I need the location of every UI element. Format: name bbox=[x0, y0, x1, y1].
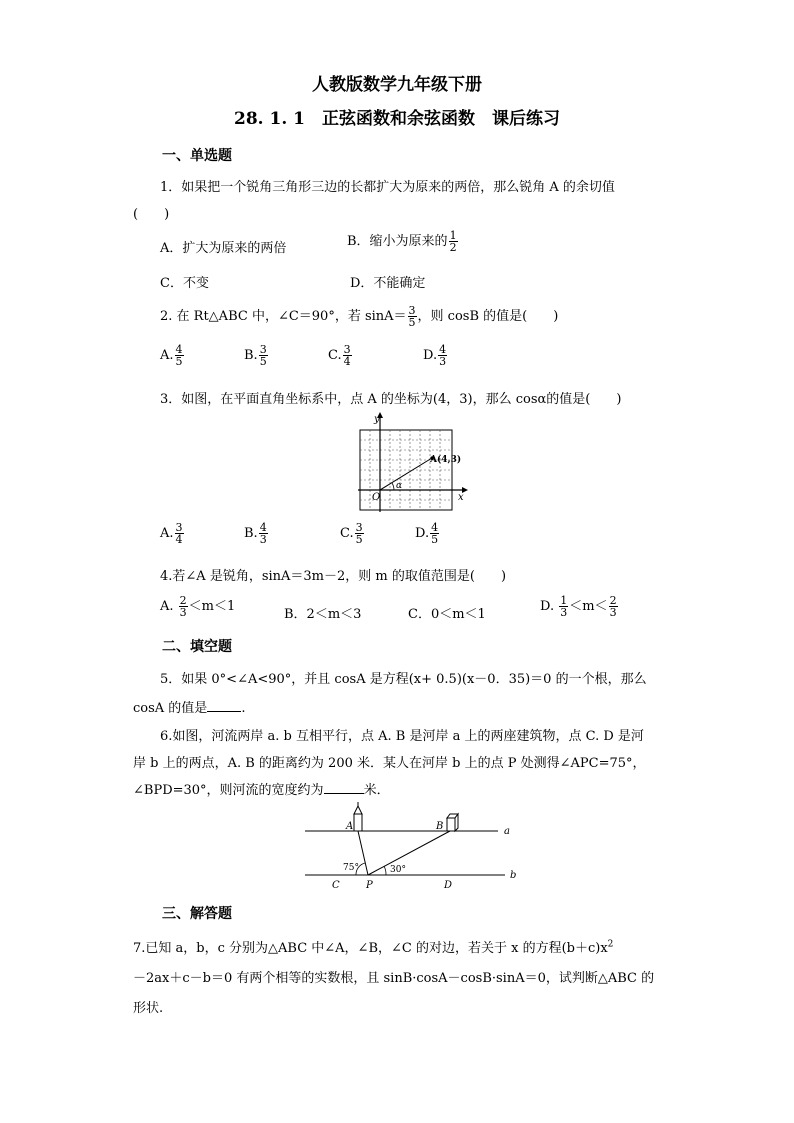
question-4-option-c: C．0＜m＜1 bbox=[408, 607, 486, 622]
question-5-line-1: 5．如果 0°<∠A<90°，并且 cosA 是方程(x+ 0.5)(x－0．35)＝0 的一个根，那么 bbox=[160, 672, 647, 687]
question-7-line-3: 形状. bbox=[133, 1001, 164, 1016]
question-3-option-d: D. $\frac{4}{5}$ bbox=[415, 521, 439, 546]
question-1-option-a: A．扩大为原来的两倍 bbox=[160, 241, 287, 256]
question-6-line-2: 岸 b 上的两点，A. B 的距离约为 200 米．某人在河岸 b 上的点 P 处测得∠APC=75°， bbox=[133, 756, 646, 771]
question-4-option-a: A. $\frac{2}{3}$ ＜m＜1 bbox=[160, 594, 236, 619]
figure-y-label: y bbox=[374, 414, 380, 425]
question-3-option-a: A. $\frac{3}{4}$ bbox=[160, 521, 183, 546]
figure-label-b-building: B bbox=[436, 821, 444, 832]
question-5-answer-blank[interactable] bbox=[207, 699, 241, 712]
figure-label-p: P bbox=[366, 880, 373, 891]
question-3-coordinate-figure bbox=[350, 410, 475, 515]
question-2-option-b: B. $\frac{3}{5}$ bbox=[244, 343, 267, 368]
section-heading-single-choice: 一、单选题 bbox=[162, 148, 232, 164]
figure-label-d: D bbox=[444, 880, 453, 891]
question-4-option-d: D. $\frac{1}{3}$ ＜m＜ $\frac{2}{3}$ bbox=[540, 594, 617, 619]
question-6-line-3: ∠BPD=30°，则河流的宽度约为 米． bbox=[133, 783, 390, 798]
question-2-option-c: C. $\frac{3}{4}$ bbox=[328, 343, 351, 368]
question-1-option-d: D．不能确定 bbox=[350, 276, 426, 291]
figure-origin-label: O bbox=[372, 492, 381, 503]
question-6-answer-blank[interactable] bbox=[324, 781, 364, 794]
question-2-text: 2. 在 Rt△ABC 中，∠C＝90°，若 sinA＝ $\frac{3}{5}$ ，则 cosB 的值是( ) bbox=[160, 304, 559, 329]
figure-label-a-building: A bbox=[346, 821, 354, 832]
figure-angle-75: 75° bbox=[343, 863, 359, 873]
figure-alpha-label: α bbox=[396, 481, 403, 491]
figure-label-bank-a: a bbox=[504, 826, 510, 837]
figure-label-c: C bbox=[332, 880, 340, 891]
question-4-option-b: B．2＜m＜3 bbox=[284, 607, 362, 622]
question-2-option-a: A. $\frac{4}{5}$ bbox=[160, 343, 183, 368]
figure-label-bank-b: b bbox=[510, 870, 517, 881]
question-1-text: 1．如果把一个锐角三角形三边的长都扩大为原来的两倍，那么锐角 A 的余切值 bbox=[160, 180, 615, 195]
figure-point-a-label: A(4,3) bbox=[430, 455, 462, 465]
question-7-line-2: －2ax＋c－b＝0 有两个相等的实数根，且 sinB·cosA－cosB·sinA＝0，试判断△ABC 的 bbox=[133, 971, 655, 986]
page-subtitle: 28. 1. 1 正弦函数和余弦函数 课后练习 bbox=[234, 109, 560, 129]
question-6-line-1: 6.如图，河流两岸 a. b 互相平行，点 A. B 是河岸 a 上的两座建筑物，点 C. D 是河 bbox=[160, 729, 644, 744]
section-heading-solution: 三、解答题 bbox=[162, 906, 232, 922]
question-1-option-b: B．缩小为原来的 $\frac{1}{2}$ bbox=[347, 229, 457, 254]
question-2-option-d: D. $\frac{4}{3}$ bbox=[423, 343, 447, 368]
question-6-river-figure bbox=[300, 800, 525, 892]
section-heading-fill-blank: 二、填空题 bbox=[162, 639, 232, 655]
question-3-option-c: C. $\frac{3}{5}$ bbox=[340, 521, 363, 546]
question-1-option-c: C．不变 bbox=[160, 276, 209, 291]
page-title: 人教版数学九年级下册 bbox=[312, 75, 482, 95]
question-1-paren: ( ) bbox=[133, 207, 170, 222]
figure-angle-30: 30° bbox=[390, 865, 406, 875]
figure-x-label: x bbox=[458, 492, 464, 503]
question-7-line-1: 7.已知 a，b，c 分别为△ABC 中∠A，∠B，∠C 的对边，若关于 x 的方程$(b+c)x^2$ bbox=[133, 939, 614, 956]
question-3-option-b: B. $\frac{4}{3}$ bbox=[244, 521, 267, 546]
question-4-text: 4.若∠A 是锐角，sinA＝3m－2，则 m 的取值范围是( ) bbox=[160, 569, 507, 584]
question-5-line-2: cosA 的值是 . bbox=[133, 701, 246, 716]
question-3-text: 3．如图，在平面直角坐标系中，点 A 的坐标为(4，3)，那么 cosα的值是( ) bbox=[160, 392, 622, 407]
